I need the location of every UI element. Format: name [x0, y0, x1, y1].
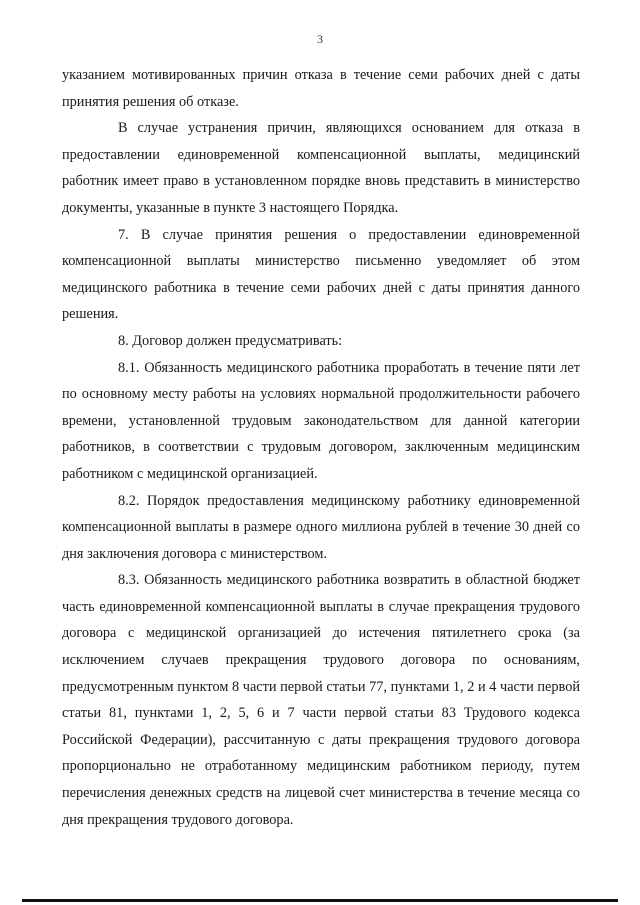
document-body [62, 62, 580, 833]
paragraph-item-8-3: 8.3. Обязанность медицинского работника возвратить в областной бюджет часть единовременной компенсационной выплаты в случае прекращения трудового договора с медицинской организацией до истечения пятилетнего срока (за исключением случаев прекращения трудового договора по основаниям, предусмотренным пунктом 8 части первой статьи 77, пунктами 1, 2 и 4 части первой статьи 81, пунктами 1, 2, 5, 6 и 7 части первой статьи 83 Трудового кодекса Российской Федерации), рассчитанную с даты прекращения трудового договора пропорционально не отработанному медицинским работником периоду, путем перечисления денежных средств на лицевой счет министерства в течение месяца со дня прекращения трудового договора. [62, 572, 580, 828]
paragraph-refusal-notice-continued: указанием мотивированных причин отказа в течение семи рабочих дней с даты принятия решения об отказе. [62, 67, 580, 110]
paragraph-item-8-2: 8.2. Порядок предоставления медицинскому работнику единовременной компенсационной выплаты в размере одного миллиона рублей в течение 30 дней со дня заключения договора с министерством. [62, 492, 580, 562]
paragraph-item-7: 7. В случае принятия решения о предоставлении единовременной компенсационной выплаты министерство письменно уведомляет об этом медицинского работника в течение семи рабочих дней с даты принятия данного решения. [62, 226, 580, 323]
page-number: 3 [317, 32, 323, 46]
bottom-scan-edge [22, 899, 618, 902]
paragraph-item-8: 8. Договор должен предусматривать: [118, 332, 343, 349]
paragraph-item-8-1: 8.1. Обязанность медицинского работника проработать в течение пяти лет по основному месту работы на условиях нормальной продолжительности рабочего времени, установленной трудовым законодательством для данной категории работников, в соответствии с трудовым договором, заключенным медицинским работником с медицинской организацией. [62, 359, 580, 482]
paragraph-resubmission-right: В случае устранения причин, являющихся основанием для отказа в предоставлении единовременной компенсационной выплаты, медицинский работник имеет право в установленном порядке вновь представить в министерство документы, указанные в пункте 3 настоящего Порядка. [62, 120, 580, 216]
